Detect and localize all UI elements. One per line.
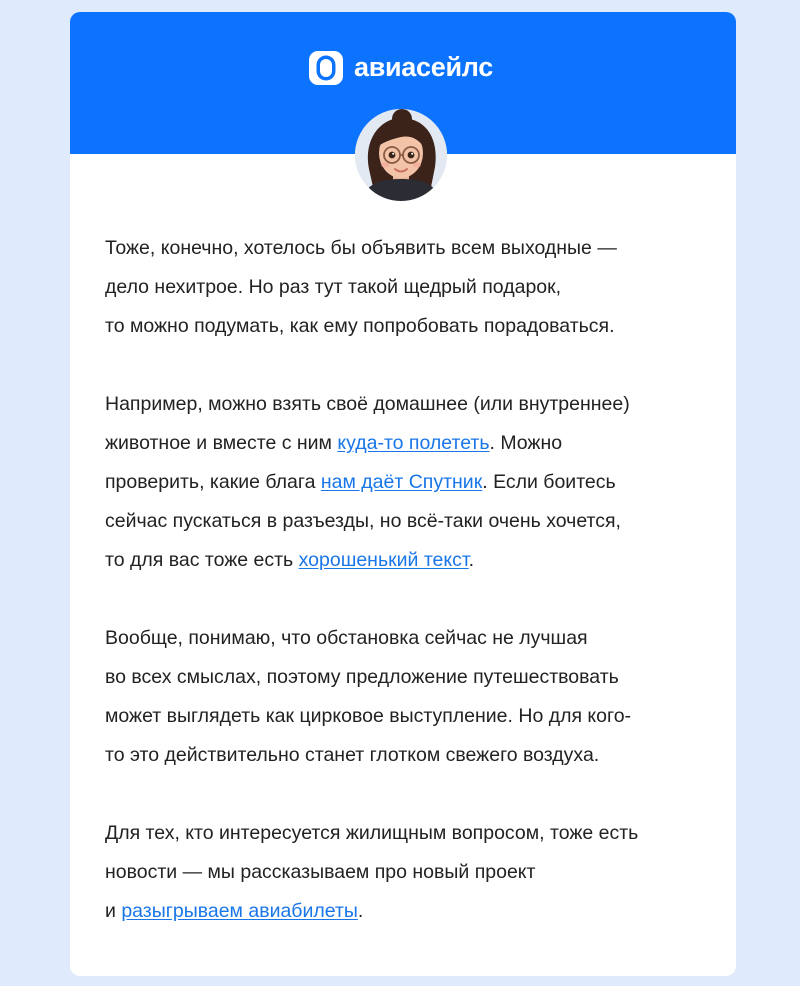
body-text: то для вас тоже есть xyxy=(105,549,299,571)
inline-link[interactable]: нам даёт Спутник xyxy=(320,471,483,493)
aviasales-logo-icon xyxy=(308,50,344,86)
inline-link[interactable]: разыгрываем авиабилеты xyxy=(121,900,358,922)
author-avatar-icon xyxy=(355,109,447,201)
body-text: проверить, какие блага xyxy=(105,471,321,493)
email-body xyxy=(105,229,715,931)
body-paragraph xyxy=(105,814,715,931)
brand-logo[interactable] xyxy=(308,49,493,87)
body-text: . Можно xyxy=(489,432,563,454)
body-text: и xyxy=(105,900,122,922)
inline-link[interactable]: куда-то полететь xyxy=(337,432,490,454)
body-text: то это действительно станет глотком свежего воздуха. xyxy=(105,744,600,766)
inline-link[interactable]: хорошенький текст xyxy=(298,549,469,571)
body-text: может выглядеть как цирковое выступление. Но для кого- xyxy=(105,705,632,727)
author-avatar xyxy=(355,109,447,201)
body-paragraph xyxy=(105,229,715,346)
body-text: Например, можно взять своё домашнее (или внутреннее) xyxy=(105,393,630,415)
body-text: то можно подумать, как ему попробовать порадоваться. xyxy=(105,315,615,337)
body-text: . xyxy=(357,900,364,922)
body-paragraph xyxy=(105,619,715,775)
email-card xyxy=(70,12,736,976)
body-text: Вообще, понимаю, что обстановка сейчас не лучшая xyxy=(105,627,588,649)
body-text: животное и вместе с ним xyxy=(105,432,338,454)
body-text: . Если боитесь xyxy=(482,471,616,493)
body-text: дело нехитрое. Но раз тут такой щедрый подарок, xyxy=(105,276,562,298)
body-text: Для тех, кто интересуется жилищным вопросом, тоже есть xyxy=(105,822,639,844)
body-text: Тоже, конечно, хотелось бы объявить всем выходные — xyxy=(105,237,617,259)
body-paragraph xyxy=(105,385,715,580)
body-text: сейчас пускаться в разъезды, но всё-таки очень хочется, xyxy=(105,510,621,532)
body-text: . xyxy=(468,549,475,571)
body-text: новости — мы рассказываем про новый проект xyxy=(105,861,536,883)
brand-name: авиасейлс xyxy=(354,51,493,82)
body-text: во всех смыслах, поэтому предложение путешествовать xyxy=(105,666,619,688)
